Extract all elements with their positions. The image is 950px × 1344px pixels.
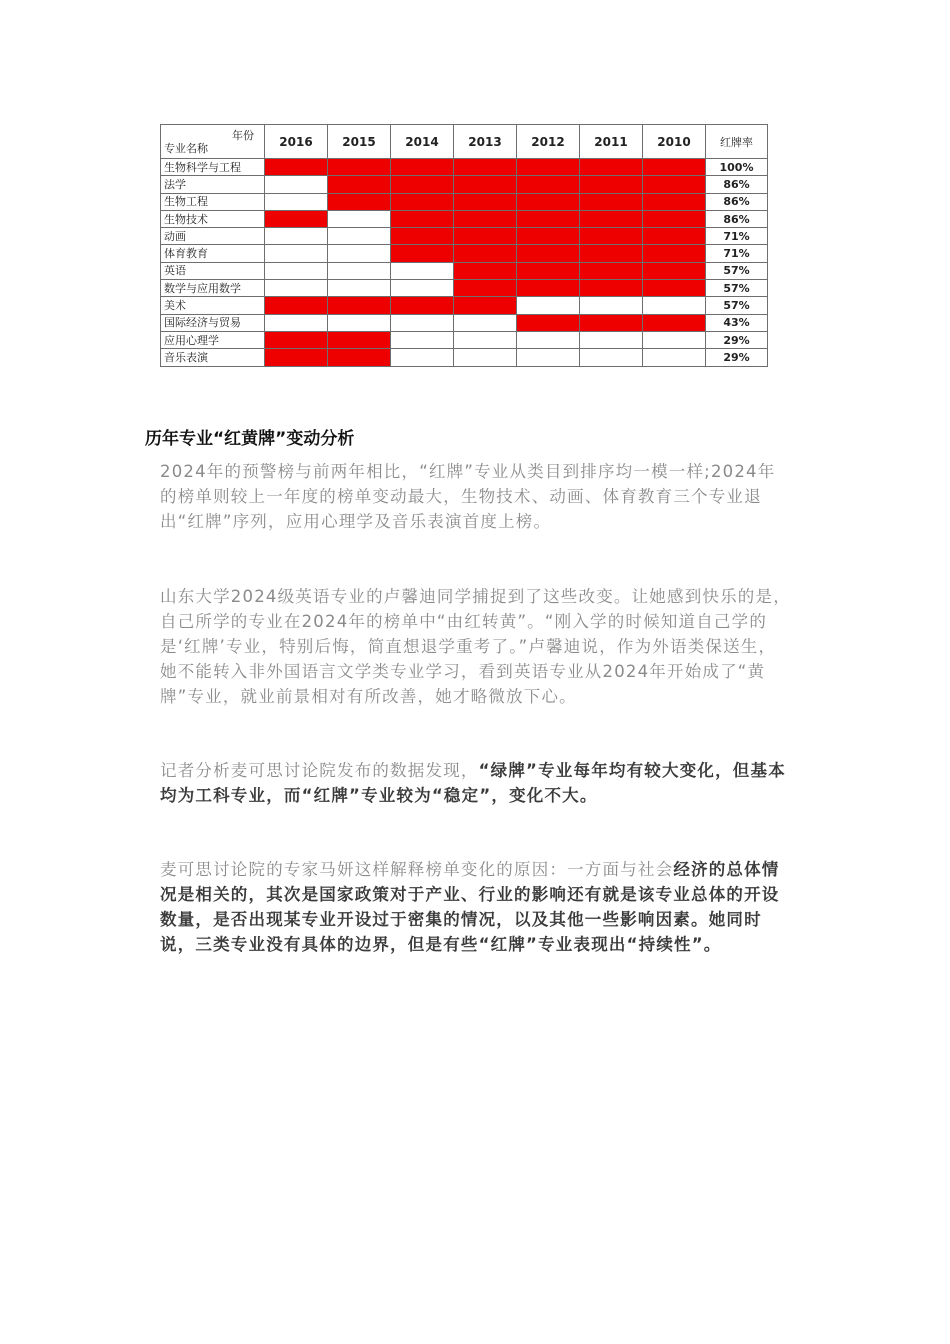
table-row xyxy=(161,331,768,348)
empty-cell xyxy=(328,245,391,262)
major-name: 数学与应用数学 xyxy=(161,280,265,297)
red-card-cell xyxy=(517,176,580,193)
red-card-cell xyxy=(517,210,580,227)
paragraph-1: 2024年的预警榜与前两年相比，“红牌”专业从类目到排序均一模一样;2024年的榜单则较上一年度的榜单变动最大，生物技术、动画、体育教育三个专业退出“红牌”序列，应用心理学及音乐表演首度上榜。 xyxy=(160,462,776,531)
empty-cell xyxy=(265,314,328,331)
red-card-cell xyxy=(391,176,454,193)
table-header-row xyxy=(161,125,768,159)
red-card-rate: 29% xyxy=(706,331,768,348)
empty-cell xyxy=(643,297,706,314)
red-card-cell xyxy=(454,176,517,193)
red-card-cell xyxy=(580,210,643,227)
red-card-cell xyxy=(328,349,391,366)
major-name: 生物技术 xyxy=(161,210,265,227)
red-card-cell xyxy=(580,314,643,331)
empty-cell xyxy=(265,228,328,245)
red-card-cell xyxy=(643,210,706,227)
red-card-cell xyxy=(454,245,517,262)
red-card-cell xyxy=(517,314,580,331)
red-card-cell xyxy=(454,262,517,279)
red-card-cell xyxy=(391,228,454,245)
empty-cell xyxy=(643,349,706,366)
red-card-cell xyxy=(643,228,706,245)
paragraph-3-emphasis: “绿牌”专业每年均有较大变化，但基本均为工科专业，而“红牌”专业较为“稳定”，变化不大。 xyxy=(160,761,786,805)
major-name: 体育教育 xyxy=(161,245,265,262)
year-header-2011: 2011 xyxy=(580,125,643,159)
red-card-rate: 29% xyxy=(706,349,768,366)
rate-header: 红牌率 xyxy=(706,125,768,159)
year-header-2016: 2016 xyxy=(265,125,328,159)
empty-cell xyxy=(391,349,454,366)
table-row xyxy=(161,159,768,176)
red-card-rate: 57% xyxy=(706,262,768,279)
corner-year-label: 年份 xyxy=(232,129,254,142)
red-card-cell xyxy=(328,297,391,314)
red-card-cell xyxy=(391,297,454,314)
red-card-rate: 71% xyxy=(706,228,768,245)
red-card-cell xyxy=(580,193,643,210)
paragraph-4-emphasis: 经济的总体情况是相关的，其次是国家政策对于产业、行业的影响还有就是该专业总体的开设数量，是否出现某专业开设过于密集的情况，以及其他一些影响因素。她同时说，三类专业没有具体的边界，但是有些“红牌”专业表现出“持续性”。 xyxy=(160,860,780,954)
red-card-cell xyxy=(454,193,517,210)
major-name: 法学 xyxy=(161,176,265,193)
red-card-cell xyxy=(454,210,517,227)
red-card-cell xyxy=(643,262,706,279)
empty-cell xyxy=(454,349,517,366)
red-card-cell xyxy=(643,245,706,262)
table-row xyxy=(161,297,768,314)
red-card-rate: 86% xyxy=(706,193,768,210)
red-card-cell xyxy=(580,159,643,176)
red-card-cell xyxy=(580,228,643,245)
paragraph-3-lead: 记者分析麦可思讨论院发布的数据发现， xyxy=(160,761,479,780)
red-card-cell xyxy=(454,159,517,176)
red-card-rate: 57% xyxy=(706,297,768,314)
table-row xyxy=(161,228,768,245)
red-card-table xyxy=(160,124,768,367)
major-name: 美术 xyxy=(161,297,265,314)
major-name: 应用心理学 xyxy=(161,331,265,348)
table-row xyxy=(161,193,768,210)
red-card-rate: 86% xyxy=(706,210,768,227)
empty-cell xyxy=(454,314,517,331)
red-card-cell xyxy=(643,314,706,331)
major-name: 音乐表演 xyxy=(161,349,265,366)
table-row xyxy=(161,176,768,193)
red-card-cell xyxy=(580,245,643,262)
year-header-2012: 2012 xyxy=(517,125,580,159)
empty-cell xyxy=(391,314,454,331)
red-card-cell xyxy=(517,280,580,297)
red-card-cell xyxy=(265,349,328,366)
red-card-cell xyxy=(643,280,706,297)
year-header-2013: 2013 xyxy=(454,125,517,159)
empty-cell xyxy=(265,176,328,193)
red-card-cell xyxy=(580,176,643,193)
empty-cell xyxy=(391,331,454,348)
red-card-cell xyxy=(391,193,454,210)
empty-cell xyxy=(580,297,643,314)
empty-cell xyxy=(328,228,391,245)
paragraph-4 xyxy=(160,857,792,957)
red-card-cell xyxy=(265,210,328,227)
table-body xyxy=(161,159,768,367)
red-card-cell xyxy=(328,176,391,193)
empty-cell xyxy=(265,193,328,210)
empty-cell xyxy=(580,349,643,366)
empty-cell xyxy=(391,262,454,279)
major-name: 动画 xyxy=(161,228,265,245)
empty-cell xyxy=(265,280,328,297)
paragraph-3 xyxy=(160,758,792,808)
section-title: 历年专业“红黄牌”变动分析 xyxy=(145,429,355,449)
red-card-cell xyxy=(454,297,517,314)
red-card-cell xyxy=(517,193,580,210)
red-card-cell xyxy=(580,262,643,279)
table-row xyxy=(161,245,768,262)
major-name: 英语 xyxy=(161,262,265,279)
paragraph-4-lead: 麦可思讨论院的专家马妍这样解释榜单变化的原因：一方面与社会 xyxy=(160,860,674,879)
red-card-cell xyxy=(265,297,328,314)
red-card-rate: 100% xyxy=(706,159,768,176)
empty-cell xyxy=(391,280,454,297)
empty-cell xyxy=(328,314,391,331)
red-card-cell xyxy=(517,228,580,245)
table-row xyxy=(161,280,768,297)
corner-major-label: 专业名称 xyxy=(164,142,208,155)
empty-cell xyxy=(328,280,391,297)
red-card-cell xyxy=(643,159,706,176)
red-card-cell xyxy=(454,280,517,297)
year-header-2014: 2014 xyxy=(391,125,454,159)
red-card-cell xyxy=(328,331,391,348)
red-card-cell xyxy=(391,210,454,227)
major-name: 国际经济与贸易 xyxy=(161,314,265,331)
table-row xyxy=(161,210,768,227)
red-card-cell xyxy=(643,176,706,193)
empty-cell xyxy=(517,297,580,314)
red-card-cell xyxy=(643,193,706,210)
empty-cell xyxy=(328,210,391,227)
paragraph-2: 山东大学2024级英语专业的卢馨迪同学捕捉到了这些改变。让她感到快乐的是，自己所学的专业在2024年的榜单中“由红转黄”。“刚入学的时候知道自己学的是‘红牌’专业，特别后悔，简直想退学重考了。”卢馨迪说，作为外语类保送生，她不能转入非外国语言文学类专业学习，看到英语专业从2024年开始成了“黄牌”专业，就业前景相对有所改善，她才略微放下心。 xyxy=(160,587,791,706)
red-card-cell xyxy=(328,159,391,176)
empty-cell xyxy=(517,349,580,366)
red-card-cell xyxy=(265,331,328,348)
red-card-rate: 43% xyxy=(706,314,768,331)
red-card-rate: 86% xyxy=(706,176,768,193)
red-card-cell xyxy=(328,193,391,210)
red-card-cell xyxy=(517,245,580,262)
empty-cell xyxy=(517,331,580,348)
table-row xyxy=(161,349,768,366)
year-header-2015: 2015 xyxy=(328,125,391,159)
red-card-rate: 71% xyxy=(706,245,768,262)
red-card-cell xyxy=(580,280,643,297)
table-corner-cell xyxy=(161,125,265,159)
year-header-2010: 2010 xyxy=(643,125,706,159)
empty-cell xyxy=(265,245,328,262)
red-card-rate: 57% xyxy=(706,280,768,297)
empty-cell xyxy=(328,262,391,279)
red-card-cell xyxy=(517,159,580,176)
empty-cell xyxy=(643,331,706,348)
red-card-cell xyxy=(454,228,517,245)
major-name: 生物科学与工程 xyxy=(161,159,265,176)
empty-cell xyxy=(454,331,517,348)
red-card-cell xyxy=(517,262,580,279)
red-card-cell xyxy=(265,159,328,176)
major-name: 生物工程 xyxy=(161,193,265,210)
red-card-cell xyxy=(391,159,454,176)
red-card-cell xyxy=(391,245,454,262)
table-row xyxy=(161,314,768,331)
empty-cell xyxy=(265,262,328,279)
table-row xyxy=(161,262,768,279)
empty-cell xyxy=(580,331,643,348)
